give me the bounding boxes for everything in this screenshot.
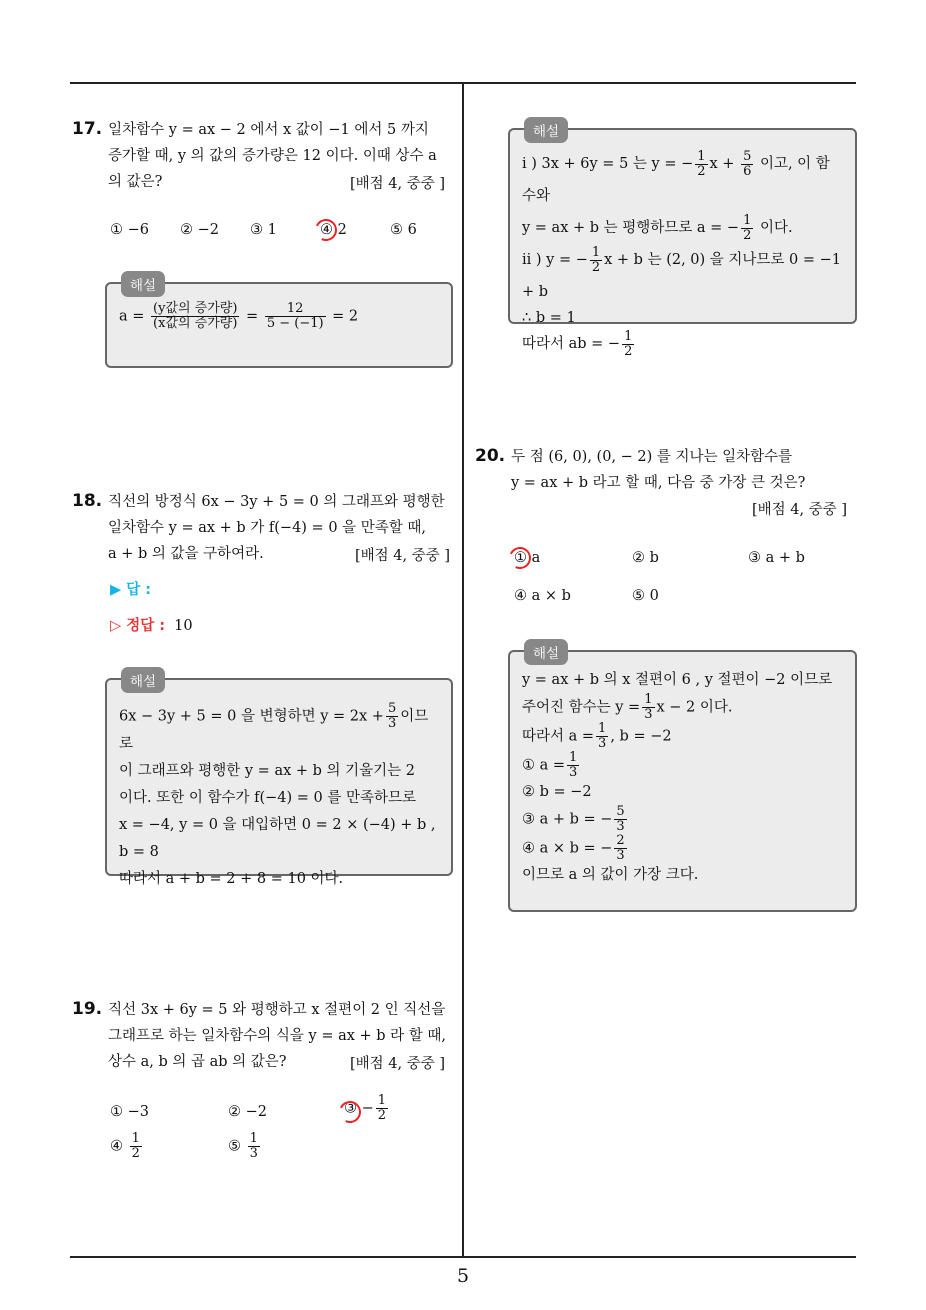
solution-tag: 해설 xyxy=(524,639,568,665)
page-number: 5 xyxy=(456,1265,470,1287)
question-line: 직선 3x + 6y = 5 와 평행하고 x 절편이 2 인 직선을 xyxy=(108,1002,446,1018)
solution-box: 해설 y = ax + b 의 x 절편이 6 , y 절편이 −2 이므로 주어진 함수는 y = $\frac{1}{3}$ x − 2 이다. 따라서 a = $\frac{1}{3}$ , b = −2 ① a = $\frac{1}{3}$ ② b = −2 ③ a + b = − $\frac{5}{3}$ ④ a × b = − $\frac{2}{3}$ 이므로 a 의 값이 가장 크다. xyxy=(508,650,857,912)
solution-tag: 해설 xyxy=(121,271,165,297)
fraction: $\frac{1}{3}$ xyxy=(249,1131,258,1161)
fraction: $\frac{1}{3}$ xyxy=(569,750,578,780)
fraction: $\frac{1}{2}$ xyxy=(591,244,601,275)
points-label: [배점 4, 중중 ] xyxy=(752,502,848,518)
points-label: [배점 4, 중중 ] xyxy=(350,176,446,192)
choice-3[interactable]: ③ a + b xyxy=(748,550,805,566)
question-line: 상수 a, b 의 곱 ab 의 값은? xyxy=(108,1054,287,1070)
fraction: $\frac{5}{6}$ xyxy=(743,148,752,179)
choice-1[interactable]: ① −3 xyxy=(110,1104,149,1120)
question-line: y = ax + b 라고 할 때, 다음 중 가장 큰 것은? xyxy=(511,475,806,491)
fraction: $\frac{1}{2}$ xyxy=(624,328,633,359)
fraction: $\frac{12}{5 - (-1)}$ xyxy=(266,301,324,331)
choice-4[interactable]: ④ 2 xyxy=(320,222,347,238)
question-line: 그래프로 하는 일차함수의 식을 y = ax + b 라 할 때, xyxy=(108,1028,447,1044)
points-label: [배점 4, 중중 ] xyxy=(350,1056,446,1072)
question-line: 의 값은? xyxy=(108,174,163,190)
correct-answer: ▷ 정답 : 10 xyxy=(110,618,193,634)
answer-circle-mark xyxy=(506,544,534,572)
choice-2[interactable]: ② b xyxy=(632,550,659,566)
choice-2[interactable]: ② −2 xyxy=(180,222,219,238)
answer-prompt: ▶ 답 : xyxy=(110,582,152,598)
fraction: $\frac{1}{2}$ xyxy=(697,148,706,179)
choice-3[interactable]: ③ − $\frac{1}{2}$ xyxy=(344,1094,390,1123)
choice-2[interactable]: ② −2 xyxy=(228,1104,267,1120)
choice-4[interactable]: ④ $\frac{1}{2}$ xyxy=(110,1131,140,1161)
solution-box: 해설 6x − 3y + 5 = 0 을 변형하면 y = 2x + $\frac{5}{3}$ 이므로 이 그래프와 평행한 y = ax + b 의 기울기는 2 이다. 또한 이 함수가 f(−4) = 0 를 만족하므로 x = −4, y = 0 을 대입하면 0 = 2 × (−4) + b , b = 8 따라서 a + b = 2 + 8 = 10 이다. xyxy=(105,678,453,876)
bottom-rule xyxy=(70,1256,856,1258)
solution-tag: 해설 xyxy=(524,117,568,143)
fraction: $\frac{2}{3}$ xyxy=(616,833,625,863)
question-number: 19. xyxy=(72,999,103,1019)
question-line: 일차함수 y = ax − 2 에서 x 값이 −1 에서 5 까지 xyxy=(108,122,429,138)
fraction: $\frac{1}{3}$ xyxy=(644,692,653,722)
solution-box: 해설 a = $\frac{\text{(y값의 증가량)}}{\text{(x값의 증가량)}}$ = $\frac{12}{5 - (-1)}$ = 2 xyxy=(105,282,453,368)
choice-5[interactable]: ⑤ $\frac{1}{3}$ xyxy=(228,1131,258,1161)
question-line: 증가할 때, y 의 값의 증가량은 12 이다. 이때 상수 a xyxy=(108,148,437,164)
choice-3[interactable]: ③ 1 xyxy=(250,222,277,238)
fraction: $\frac{\text{(y값의 증가량)}}{\text{(x값의 증가량)}}$ xyxy=(153,301,238,331)
points-label: [배점 4, 중중 ] xyxy=(355,548,451,564)
fraction: $\frac{1}{3}$ xyxy=(598,721,607,751)
question-number: 20. xyxy=(475,446,506,466)
question-number: 18. xyxy=(72,491,103,511)
question-number: 17. xyxy=(72,119,103,139)
solution-box: 해설 i ) 3x + 6y = 5 는 y = − $\frac{1}{2}$ x + $\frac{5}{6}$ 이고, 이 함수와 y = ax + b 는 평행하므로 a = − $\frac{1}{2}$ 이다. ii ) y = − $\frac{1}{2}$ x + b 는 (2, 0) 을 지나므로 0 = −1 + b ∴ b = 1 따라서 ab = − $\frac{1}{2}$ xyxy=(508,128,857,324)
question-line: 직선의 방정식 6x − 3y + 5 = 0 의 그래프와 평행한 xyxy=(108,494,445,510)
fraction: $\frac{1}{2}$ xyxy=(743,212,752,243)
fraction: $\frac{1}{2}$ xyxy=(131,1131,140,1161)
question-line: a + b 의 값을 구하여라. xyxy=(108,546,264,562)
choice-4[interactable]: ④ a × b xyxy=(514,588,571,604)
fraction: $\frac{5}{3}$ xyxy=(387,701,397,731)
fraction: $\frac{5}{3}$ xyxy=(616,804,625,834)
question-line: 두 점 (6, 0), (0, − 2) 를 지나는 일차함수를 xyxy=(511,449,793,465)
solution-tag: 해설 xyxy=(121,667,165,693)
choice-1[interactable]: ① −6 xyxy=(110,222,149,238)
choice-1[interactable]: ① a xyxy=(514,550,540,566)
choice-5[interactable]: ⑤ 0 xyxy=(632,588,659,604)
choice-5[interactable]: ⑤ 6 xyxy=(390,222,417,238)
fraction: $\frac{1}{2}$ xyxy=(377,1093,387,1123)
column-divider xyxy=(462,82,464,1258)
answer-circle-mark xyxy=(312,216,340,244)
question-20 xyxy=(475,443,860,496)
question-line: 일차함수 y = ax + b 가 f(−4) = 0 을 만족할 때, xyxy=(108,520,427,536)
